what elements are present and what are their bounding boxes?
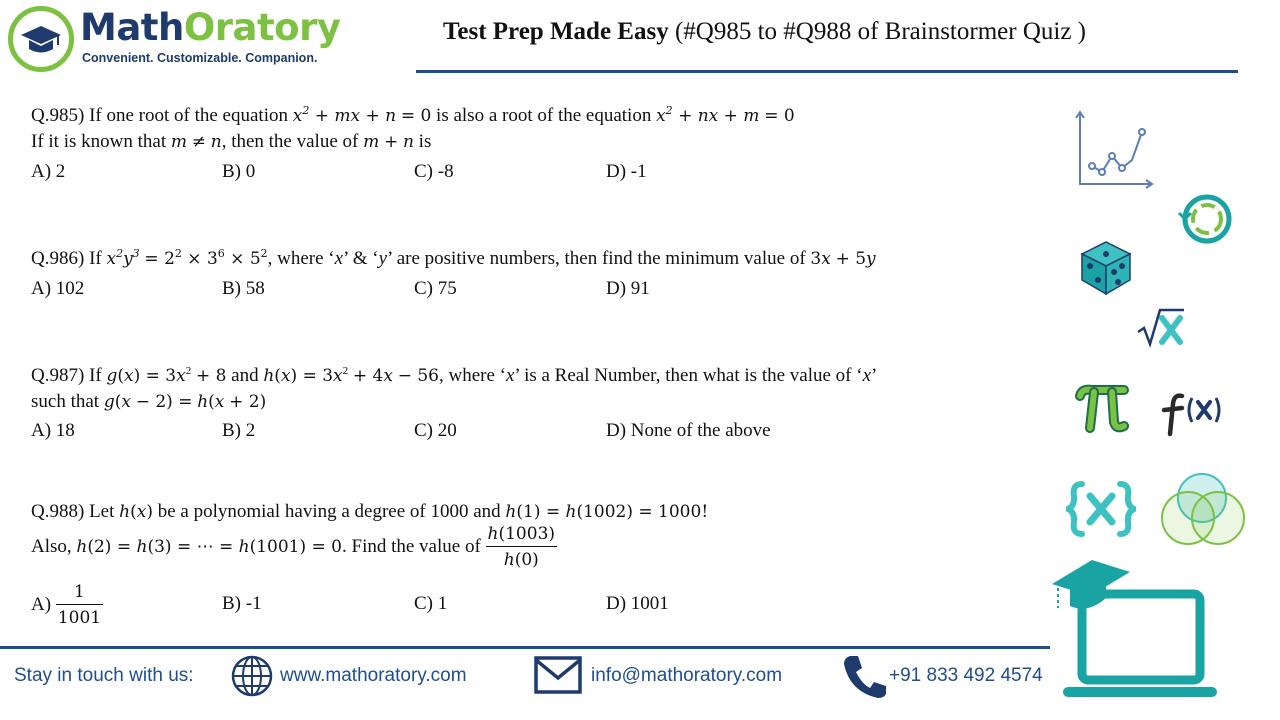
logo-badge bbox=[8, 6, 74, 72]
brand-name: MathOratory bbox=[80, 6, 341, 49]
question-label: Q.985) bbox=[31, 105, 85, 126]
option-a[interactable] bbox=[31, 580, 103, 631]
stay-in-touch-label: Stay in touch with us: bbox=[14, 665, 194, 686]
options-986 bbox=[31, 278, 931, 304]
question-988: Q.988) Let h(x) be a polynomial having a degree of 1000 and h(1) = h(1002) = 1000! bbox=[31, 501, 709, 522]
question-985: Q.985) If one root of the equation $x^2$ + mx + n = 0 is also a root of the equation $x^2$ + nx + m = 0 If it is known that m ≠ n, then the value of m + n is bbox=[31, 104, 795, 152]
phone-number[interactable]: +91 833 492 4574 bbox=[889, 665, 1043, 686]
email-link[interactable]: info@mathoratory.com bbox=[591, 665, 783, 686]
option-a-denominator: 1001 bbox=[57, 608, 102, 628]
option-d[interactable]: D) None of the above bbox=[606, 420, 771, 441]
option-b[interactable]: B) 0 bbox=[222, 161, 256, 182]
option-d[interactable]: D) -1 bbox=[606, 161, 647, 182]
square-root-icon bbox=[1134, 306, 1186, 348]
question-986: Q.986) If $x^2y^3 = 2^2 \times 3^6 \times 5^2$, where ‘x’ & ‘y’ are positive numbers, then find the minimum value of 3x + 5y bbox=[31, 247, 876, 269]
option-b[interactable]: B) -1 bbox=[222, 593, 262, 614]
cycle-arrows-icon bbox=[1176, 188, 1238, 250]
option-a-fraction bbox=[56, 580, 103, 631]
question-988-line2: Also, h(2) = h(3) = ⋯ = h(1001) = 0. Find the value of $\frac{h(1003)}{h(0)}$ bbox=[31, 522, 557, 573]
option-d[interactable]: D) 91 bbox=[606, 278, 650, 299]
question-label: Q.988) bbox=[31, 501, 85, 522]
option-d[interactable]: D) 1001 bbox=[606, 593, 669, 614]
graduation-laptop-icon bbox=[1048, 554, 1218, 702]
options-987 bbox=[31, 420, 931, 446]
graph-chart-icon bbox=[1070, 108, 1160, 190]
venn-diagram-icon bbox=[1158, 470, 1248, 550]
braces-x-icon bbox=[1066, 480, 1136, 538]
option-a[interactable]: A) 18 bbox=[31, 420, 75, 441]
footer bbox=[0, 652, 1060, 702]
page-title: Test Prep Made Easy (#Q985 to #Q988 of Brainstormer Quiz ) bbox=[443, 18, 1086, 45]
question-987: Q.987) If $g(x) = 3x^2 + 8$ and $h(x) = 3x^2 + 4x - 56$, where ‘x’ is a Real Number, then what is the value of ‘x’ such that g(x − 2) = h(x + 2) bbox=[31, 365, 878, 412]
brand-tagline: Convenient. Customizable. Companion. bbox=[82, 51, 318, 65]
function-icon bbox=[1160, 390, 1226, 440]
header-divider bbox=[416, 70, 1238, 73]
option-a-numerator: 1 bbox=[56, 580, 103, 605]
question-label: Q.986) bbox=[31, 248, 85, 269]
option-c[interactable]: C) 1 bbox=[414, 593, 448, 614]
brand-logo bbox=[6, 4, 341, 74]
mail-icon bbox=[534, 656, 582, 694]
graduation-cap-icon bbox=[13, 11, 69, 67]
question-label: Q.987) bbox=[31, 365, 85, 386]
option-c[interactable]: C) 20 bbox=[414, 420, 457, 441]
globe-icon bbox=[230, 654, 274, 698]
options-988 bbox=[31, 580, 931, 632]
dice-icon bbox=[1072, 236, 1136, 300]
option-a-label: A) bbox=[31, 593, 52, 615]
option-c[interactable]: C) -8 bbox=[414, 161, 454, 182]
option-a[interactable]: A) 2 bbox=[31, 161, 66, 182]
option-a[interactable]: A) 102 bbox=[31, 278, 85, 299]
footer-divider bbox=[0, 646, 1050, 649]
fraction: $\frac{h(1003)}{h(0)}$ bbox=[487, 524, 556, 570]
option-b[interactable]: B) 58 bbox=[222, 278, 265, 299]
option-c[interactable]: C) 75 bbox=[414, 278, 457, 299]
option-b[interactable]: B) 2 bbox=[222, 420, 256, 441]
phone-icon bbox=[840, 652, 888, 700]
pi-icon bbox=[1074, 384, 1130, 436]
options-985 bbox=[31, 161, 931, 187]
website-link[interactable]: www.mathoratory.com bbox=[280, 665, 467, 686]
